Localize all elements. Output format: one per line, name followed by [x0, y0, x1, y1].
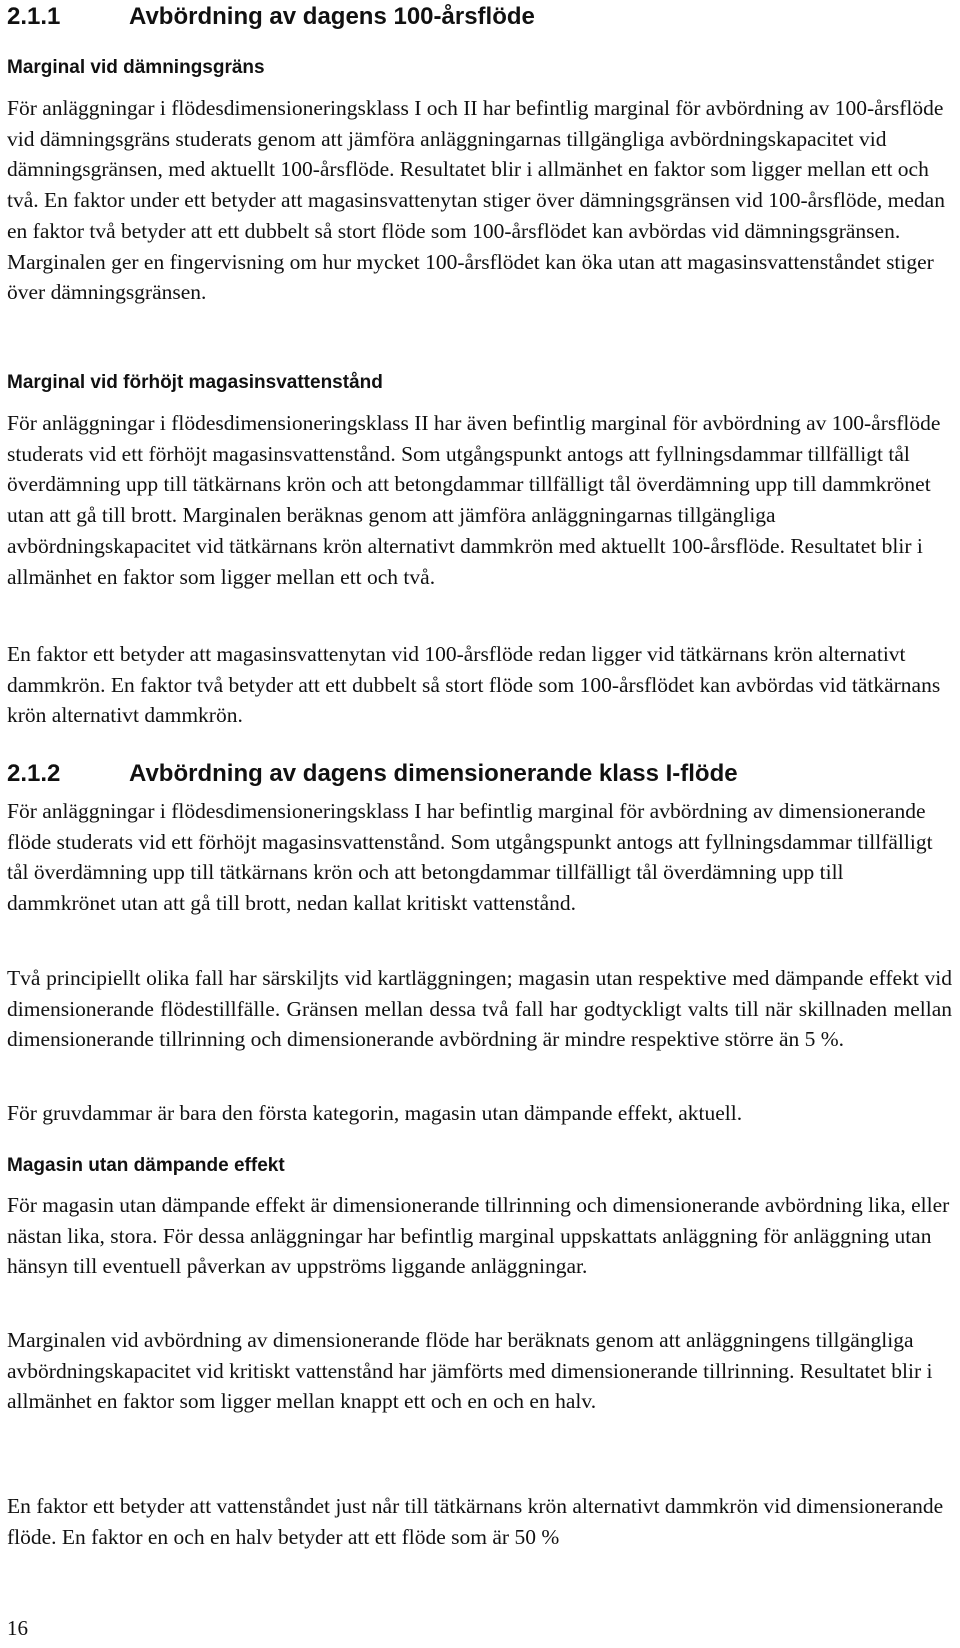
paragraph: För magasin utan dämpande effekt är dimensionerande tillrinning och dimensionerande avbördning lika, eller nästan lika, stora. För dessa anläggningar har befintlig marginal uppskattats anläggning för anläggning utan hänsyn till eventuell påverkan av uppströms liggande anläggningar.: [7, 1193, 950, 1279]
paragraph: För anläggningar i flödesdimensioneringsklass II har även befintlig marginal för avbördning av 100-årsflöde studerats vid ett förhöjt magasinsvattenstånd. Som utgångspunkt antogs att fyllningsdammar tillfälligt tål överdämning upp till tätkärnans krön och att betongdammar tillfälligt tål överdämning upp till dammkrönet utan att gå till brott. Marginalen beräknas genom att jämföra anläggningarnas tillgängliga avbördningskapacitet vid tätkärnans krön alternativt dammkrön med aktuellt 100-årsflöde. Resultatet blir i allmänhet en faktor som ligger mellan ett och två.: [7, 411, 941, 589]
paragraph: För anläggningar i flödesdimensioneringsklass I och II har befintlig marginal för avbördning av 100-årsflöde vid dämningsgräns studerats genom att jämföra anläggningarnas tillgängliga avbördningskapacitet vid dämningsgränsen, med aktuellt 100-årsflöde. Resultatet blir i allmänhet en faktor som ligger mellan ett och två. En faktor under ett betyder att magasinsvattenytan stiger över dämningsgränsen vid 100-årsflöde, medan en faktor två betyder att ett dubbelt så stort flöde som 100-årsflödet kan avbördas vid dämningsgränsen. Marginalen ger en fingervisning om hur mycket 100-årsflödet kan öka utan att magasinsvattenståndet stiger över dämningsgränsen.: [7, 96, 945, 305]
section-title: Avbördning av dagens dimensionerande klass I-flöde: [129, 760, 738, 787]
section-heading-2-1-1: [7, 3, 535, 31]
paragraph: En faktor ett betyder att vattenståndet just når till tätkärnans krön alternativt dammkrön vid dimensionerande flöde. En faktor en och en halv betyder att ett flöde som är 50 %: [7, 1494, 944, 1549]
subheading-magasin-utan-dampande-effekt: Magasin utan dämpande effekt: [7, 1155, 285, 1176]
paragraph: För gruvdammar är bara den första kategorin, magasin utan dämpande effekt, aktuell.: [7, 1101, 743, 1125]
paragraph: Marginalen vid avbördning av dimensionerande flöde har beräknats genom att anläggningens tillgängliga avbördningskapacitet vid kritiskt vattenstånd har jämförts med dimensionerande tillrinning. Resultatet blir i allmänhet en faktor som ligger mellan knappt ett och en och en halv.: [7, 1328, 933, 1414]
paragraph: Två principiellt olika fall har särskiljts vid kartläggningen; magasin utan respektive med dämpande effekt vid dimensionerande flödestillfälle. Gränsen mellan dessa två fall har godtyckligt valts till när skillnaden mellan dimensionerande tillrinning och dimensionerande avbördning är mindre respektive större än 5 %.: [7, 966, 952, 1052]
subheading-marginal-vid-forhojt: Marginal vid förhöjt magasinsvattenstånd: [7, 372, 383, 393]
section-heading-2-1-2: [7, 760, 738, 788]
page-number: 16: [7, 1616, 28, 1640]
paragraph: En faktor ett betyder att magasinsvattenytan vid 100-årsflöde redan ligger vid tätkärnans krön alternativt dammkrön. En faktor två betyder att ett dubbelt så stort flöde som 100-årsflödet kan avbördas vid tätkärnans krön alternativt dammkrön.: [7, 642, 941, 728]
section-number: 2.1.2: [7, 760, 61, 787]
paragraph: För anläggningar i flödesdimensioneringsklass I har befintlig marginal för avbördning av dimensionerande flöde studerats vid ett förhöjt magasinsvattenstånd. Som utgångspunkt antogs att fyllningsdammar tillfälligt tål överdämning upp till tätkärnans krön och att betongdammar tillfälligt tål överdämning upp till dammkrönet utan att gå till brott, nedan kallat kritiskt vattenstånd.: [7, 799, 933, 916]
section-title: Avbördning av dagens 100-årsflöde: [129, 3, 535, 30]
subheading-marginal-vid-damningsgrans: Marginal vid dämningsgräns: [7, 57, 265, 78]
section-number: 2.1.1: [7, 3, 61, 30]
